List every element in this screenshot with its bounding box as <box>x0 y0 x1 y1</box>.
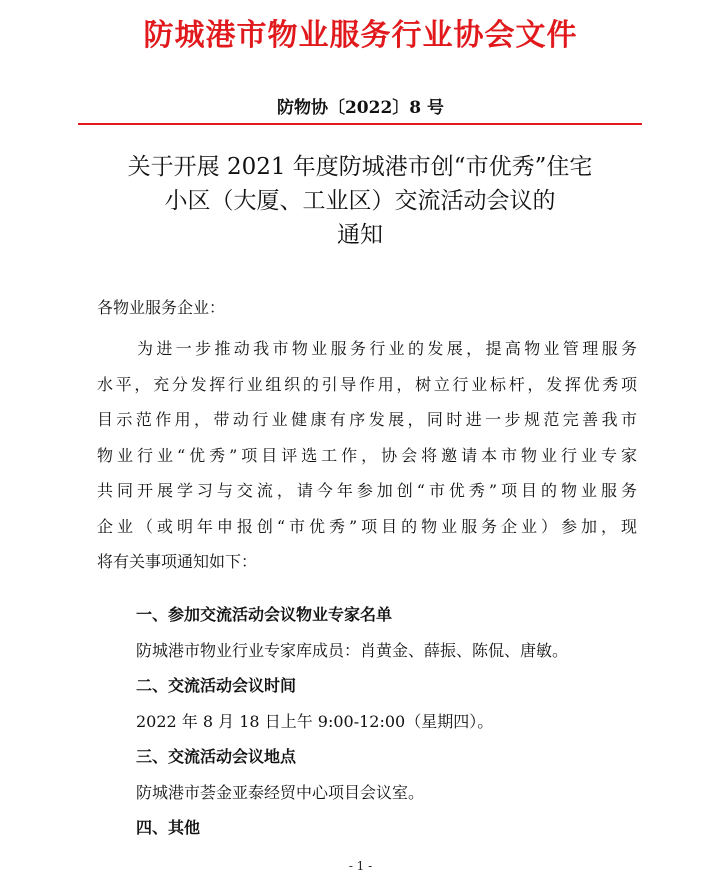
paragraph-line: 水平，充分发挥行业组织的引导作用，树立行业标杆，发挥优秀项 <box>97 374 637 394</box>
paragraph-line: 目示范作用，带动行业健康有序发展，同时进一步规范完善我市 <box>97 410 637 429</box>
paragraph-line: 共同开展学习与交流，请今年参加创“市优秀”项目的物业服务 <box>97 481 637 500</box>
notice-title-line: 关于开展 2021 年度防城港市创“市优秀”住宅 <box>127 154 593 180</box>
notice-title-line: 小区（大厦、工业区）交流活动会议的 <box>164 188 556 214</box>
document-header-title: 防城港市物业服务行业协会文件 <box>143 18 578 53</box>
body-paragraph <box>97 331 637 580</box>
paragraph-line: 将有关事项通知如下： <box>97 552 258 571</box>
header-divider-rule <box>78 123 642 125</box>
paragraph-line: 为进一步推动我市物业服务行业的发展，提高物业管理服务 <box>137 339 637 358</box>
section-heading-location: 三、交流活动会议地点 <box>136 747 297 766</box>
section-content-location: 防城港市荟金亚泰经贸中心项目会议室。 <box>136 783 425 802</box>
paragraph-line: 企业（或明年申报创“市优秀”项目的物业服务企业）参加，现 <box>97 516 637 536</box>
notice-title <box>80 150 640 252</box>
section-heading-time: 二、交流活动会议时间 <box>136 676 297 695</box>
document-number: 防物协〔2022〕8 号 <box>276 98 445 118</box>
notice-title-line: 通知 <box>337 222 383 248</box>
section-heading-experts: 一、参加交流活动会议物业专家名单 <box>136 605 393 624</box>
section-heading-other: 四、其他 <box>136 818 201 837</box>
section-content-experts: 防城港市物业行业专家库成员：肖黄金、薛振、陈侃、唐敏。 <box>136 641 569 660</box>
section-content-time: 2022 年 8 月 18 日上午 9:00-12:00（星期四）。 <box>136 712 494 731</box>
salutation: 各物业服务企业： <box>97 298 226 317</box>
page-number: - 1 - <box>348 859 373 873</box>
paragraph-line: 物业行业“优秀”项目评选工作，协会将邀请本市物业行业专家 <box>97 445 637 465</box>
